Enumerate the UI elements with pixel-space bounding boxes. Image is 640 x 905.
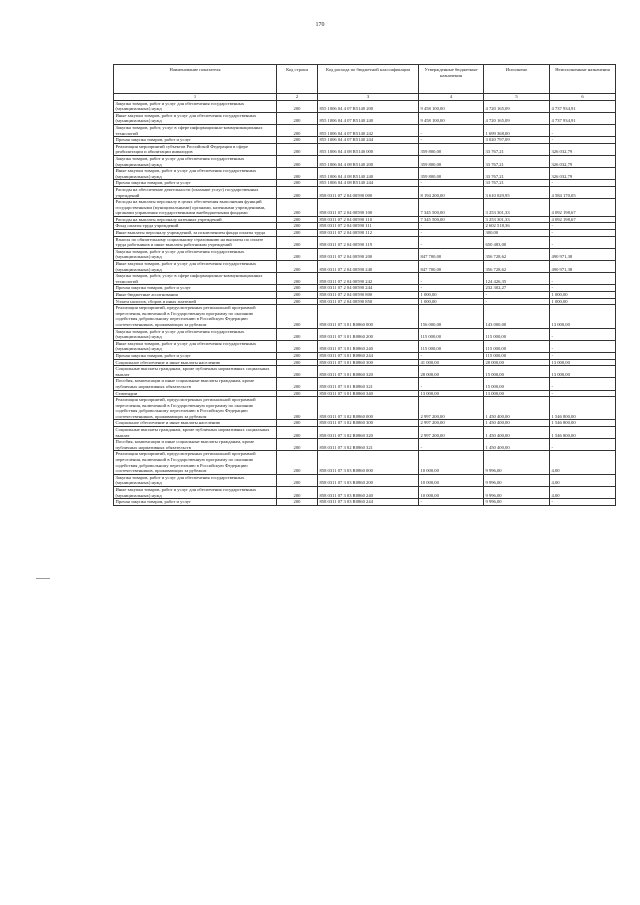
budget-class-code: 858 0311 07 2 04 00590 112: [318, 230, 419, 237]
indicator-name: Расходы на выплаты персоналу в целях обеспечения выполнения функций государственными (муниципальными) органами, казенными учреждениями, органами управления государственными внебюджетными фондами: [114, 199, 277, 217]
col-number: 1: [114, 94, 277, 101]
unexecuted-amount: -: [550, 230, 616, 237]
indicator-name: Иные бюджетные ассигнования: [114, 292, 277, 299]
indicator-name: Закупка товаров, работ и услуг для обеспечения государственных (муниципальных) нужд: [114, 328, 277, 340]
budget-class-code: 858 0311 07 3 01 R0860 321: [318, 378, 419, 390]
approved-amount: 115 000,00: [419, 328, 484, 340]
executed-amount: 13 000,00: [484, 390, 550, 397]
line-code: 200: [277, 137, 318, 144]
approved-amount: 156 000,00: [419, 305, 484, 328]
indicator-name: Социальные выплаты гражданам, кроме публичных нормативных социальных выплат: [114, 427, 277, 439]
line-code: 200: [277, 285, 318, 292]
table-row: [114, 236, 616, 248]
executed-amount: 15 000,00: [484, 366, 550, 378]
executed-amount: -: [484, 292, 550, 299]
table-row: [114, 390, 616, 397]
line-code: 200: [277, 366, 318, 378]
unexecuted-amount: 4 737 934,91: [550, 112, 616, 124]
indicator-name: Реализация мероприятий, предусмотренных региональной программой переселения, включенной в Государственную программу по оказанию содействия добровольному переселению в Российскую Федерацию соотечественников, проживающих за рубежом: [114, 451, 277, 474]
line-code: 200: [277, 236, 318, 248]
budget-class-code: 858 0311 07 2 04 00590 119: [318, 236, 419, 248]
budget-class-code: 858 0311 07 3 02 R0860 321: [318, 439, 419, 451]
approved-amount: 847 700,00: [419, 248, 484, 260]
approved-amount: 847 700,00: [419, 261, 484, 273]
unexecuted-amount: -: [550, 180, 616, 187]
table-row: [114, 474, 616, 486]
line-code: 200: [277, 305, 318, 328]
table-row: [114, 100, 616, 112]
approved-amount: 13 000,00: [419, 390, 484, 397]
approved-amount: -: [419, 236, 484, 248]
table-row: [114, 199, 616, 217]
approved-amount: 7 345 500,00: [419, 199, 484, 217]
line-code: 200: [277, 180, 318, 187]
table-row: [114, 143, 616, 155]
indicator-name: Реализация мероприятий субъектов Российской Федерации в сфере реабилитации и абилитации инвалидов: [114, 143, 277, 155]
table-row: [114, 223, 616, 230]
executed-amount: 9 996,00: [484, 451, 550, 474]
line-code: 200: [277, 420, 318, 427]
indicator-name: Закупка товаров, работ и услуг для обеспечения государственных (муниципальных) нужд: [114, 474, 277, 486]
budget-class-code: 858 0311 07 3 01 R0860 244: [318, 352, 419, 359]
line-code: 200: [277, 186, 318, 198]
unexecuted-amount: 4,00: [550, 474, 616, 486]
executed-amount: 3 610 029,95: [484, 186, 550, 198]
line-code: 200: [277, 298, 318, 305]
table-row: [114, 451, 616, 474]
executed-amount: 143 000,00: [484, 305, 550, 328]
indicator-name: Фонд оплаты труда учреждений: [114, 223, 277, 230]
line-code: 200: [277, 230, 318, 237]
executed-amount: 356 728,62: [484, 248, 550, 260]
line-code: 200: [277, 273, 318, 285]
page-number: 170: [315, 22, 325, 28]
col-header: Код строки: [277, 65, 318, 94]
indicator-name: Прочая закупка товаров, работ и услуг: [114, 499, 277, 506]
indicator-name: Закупка товаров, работ, услуг в сфере информационно-коммуникационных технологий: [114, 124, 277, 136]
budget-class-code: 858 0311 07 2 04 00590 200: [318, 248, 419, 260]
budget-class-code: 858 0311 07 3 01 R0860 240: [318, 340, 419, 352]
unexecuted-amount: 326 032,79: [550, 143, 616, 155]
col-number: 5: [484, 94, 550, 101]
indicator-name: Закупка товаров, работ и услуг для обеспечения государственных (муниципальных) нужд: [114, 155, 277, 167]
table-row: [114, 261, 616, 273]
col-header: Наименование показателя: [114, 65, 277, 94]
approved-amount: -: [419, 223, 484, 230]
line-code: 200: [277, 155, 318, 167]
approved-amount: 2 997 200,00: [419, 427, 484, 439]
table-row: [114, 124, 616, 136]
indicator-name: Взносы по обязательному социальному страхованию на выплаты по оплате труда работников и иные выплаты работникам учреждений: [114, 236, 277, 248]
budget-class-code: 855 1006 04 4 07 R5140 200: [318, 100, 419, 112]
approved-amount: 7 345 500,00: [419, 216, 484, 223]
approved-amount: -: [419, 499, 484, 506]
indicator-name: Иные выплаты персоналу учреждений, за исключением фонда оплаты труда: [114, 230, 277, 237]
table-row: [114, 305, 616, 328]
indicator-name: Иные закупки товаров, работ и услуг для обеспечения государственных (муниципальных) нужд: [114, 168, 277, 180]
table-row: [114, 155, 616, 167]
col-header: Утвержденные бюджетные назначения: [419, 65, 484, 94]
indicator-name: Реализация мероприятий, предусмотренных региональной программой переселения, включенной в Государственную программу по оказанию содействия добровольному переселению в Российскую Федерацию соотечественников, проживающих за рубежом: [114, 397, 277, 420]
indicator-name: Иные закупки товаров, работ и услуг для обеспечения государственных (муниципальных) нужд: [114, 261, 277, 273]
col-header: Код расхода по бюджетной классификации: [318, 65, 419, 94]
approved-amount: -: [419, 273, 484, 285]
indicator-name: Прочая закупка товаров, работ и услуг: [114, 285, 277, 292]
approved-amount: 10 000,00: [419, 487, 484, 499]
line-code: 200: [277, 143, 318, 155]
unexecuted-amount: -: [550, 499, 616, 506]
table-row: [114, 180, 616, 187]
approved-amount: 359 800,00: [419, 168, 484, 180]
budget-class-code: 855 1006 04 4 08 R5140 240: [318, 168, 419, 180]
table-row: [114, 397, 616, 420]
line-code: 200: [277, 474, 318, 486]
unexecuted-amount: -: [550, 378, 616, 390]
line-code: 200: [277, 487, 318, 499]
budget-class-code: 858 0311 07 3 01 R0860 300: [318, 359, 419, 366]
line-code: 200: [277, 261, 318, 273]
unexecuted-amount: 1 000,00: [550, 298, 616, 305]
executed-amount: 1 450 400,00: [484, 397, 550, 420]
line-code: 200: [277, 292, 318, 299]
executed-amount: 650 483,00: [484, 236, 550, 248]
unexecuted-amount: 4,00: [550, 487, 616, 499]
line-code: 200: [277, 439, 318, 451]
unexecuted-amount: 326 032,79: [550, 155, 616, 167]
budget-class-code: 858 0311 07 2 04 00590 240: [318, 261, 419, 273]
table-row: [114, 292, 616, 299]
indicator-name: Пособия, компенсации и иные социальные выплаты гражданам, кроме публичных нормативных обязательств: [114, 439, 277, 451]
budget-class-code: 858 0311 07 2 04 00590 000: [318, 186, 419, 198]
budget-class-code: 858 0311 07 3 02 R0860 320: [318, 427, 419, 439]
line-code: 200: [277, 112, 318, 124]
col-header: Исполнено: [484, 65, 550, 94]
table-row: [114, 168, 616, 180]
line-code: 200: [277, 451, 318, 474]
indicator-name: Пособия, компенсации и иные социальные выплаты гражданам, кроме публичных нормативных обязательств: [114, 378, 277, 390]
budget-class-code: 858 0311 07 3 03 R0860 244: [318, 499, 419, 506]
table-row: [114, 248, 616, 260]
unexecuted-amount: 13 000,00: [550, 305, 616, 328]
budget-class-code: 858 0311 07 3 01 R0860 320: [318, 366, 419, 378]
approved-amount: -: [419, 285, 484, 292]
executed-amount: 1 450 400,00: [484, 420, 550, 427]
executed-amount: -: [484, 298, 550, 305]
col-number: 2: [277, 94, 318, 101]
col-number: 6: [550, 94, 616, 101]
unexecuted-amount: -: [550, 236, 616, 248]
budget-class-code: 858 0311 07 2 04 00590 850: [318, 298, 419, 305]
budget-class-code: 858 0311 07 3 03 R0860 240: [318, 487, 419, 499]
executed-amount: 9 996,00: [484, 474, 550, 486]
unexecuted-amount: 490 971,38: [550, 248, 616, 260]
table-row: [114, 487, 616, 499]
executed-amount: 1 699 368,00: [484, 124, 550, 136]
col-number: 4: [419, 94, 484, 101]
indicator-name: Закупка товаров, работ, услуг в сфере информационно-коммуникационных технологий: [114, 273, 277, 285]
header-row: [114, 65, 616, 94]
unexecuted-amount: 4,00: [550, 451, 616, 474]
unexecuted-amount: -: [550, 223, 616, 230]
unexecuted-amount: -: [550, 328, 616, 340]
approved-amount: 115 000,00: [419, 340, 484, 352]
table-row: [114, 216, 616, 223]
table-row: [114, 359, 616, 366]
indicator-name: Закупка товаров, работ и услуг для обеспечения государственных (муниципальных) нужд: [114, 100, 277, 112]
unexecuted-amount: -: [550, 340, 616, 352]
budget-class-code: 855 1006 04 4 08 R5140 000: [318, 143, 419, 155]
line-code: 200: [277, 168, 318, 180]
budget-class-code: 858 0311 07 3 03 R0860 000: [318, 451, 419, 474]
executed-amount: 33 767,21: [484, 155, 550, 167]
approved-amount: 8 194 200,00: [419, 186, 484, 198]
table-row: [114, 378, 616, 390]
approved-amount: -: [419, 352, 484, 359]
executed-amount: 1 450 400,00: [484, 439, 550, 451]
line-code: 200: [277, 352, 318, 359]
column-number-row: [114, 94, 616, 101]
executed-amount: 115 000,00: [484, 328, 550, 340]
table-row: [114, 186, 616, 198]
table-row: [114, 499, 616, 506]
table-row: [114, 137, 616, 144]
col-number: 3: [318, 94, 419, 101]
unexecuted-amount: 13 000,00: [550, 366, 616, 378]
approved-amount: -: [419, 124, 484, 136]
executed-amount: 33 767,21: [484, 143, 550, 155]
table-row: [114, 352, 616, 359]
table-row: [114, 439, 616, 451]
indicator-name: Иные закупки товаров, работ и услуг для обеспечения государственных (муниципальных) нужд: [114, 112, 277, 124]
unexecuted-amount: -: [550, 124, 616, 136]
col-header: Неисполненные назначения: [550, 65, 616, 94]
table-row: [114, 366, 616, 378]
budget-class-code: 855 1006 04 4 07 R5140 240: [318, 112, 419, 124]
unexecuted-amount: 4 092 198,67: [550, 216, 616, 223]
budget-class-code: 855 1006 04 4 08 R5140 244: [318, 180, 419, 187]
line-code: 200: [277, 427, 318, 439]
line-code: 200: [277, 340, 318, 352]
indicator-name: Прочая закупка товаров, работ и услуг: [114, 180, 277, 187]
indicator-name: Иные закупки товаров, работ и услуг для обеспечения государственных (муниципальных) нужд: [114, 340, 277, 352]
approved-amount: 2 997 200,00: [419, 397, 484, 420]
line-code: 200: [277, 199, 318, 217]
unexecuted-amount: -: [550, 273, 616, 285]
unexecuted-amount: 1 546 800,00: [550, 420, 616, 427]
table-row: [114, 230, 616, 237]
line-code: 200: [277, 248, 318, 260]
unexecuted-amount: 1 546 800,00: [550, 397, 616, 420]
unexecuted-amount: 4 092 198,67: [550, 199, 616, 217]
line-code: 200: [277, 499, 318, 506]
unexecuted-amount: 1 546 800,00: [550, 427, 616, 439]
budget-class-code: 858 0311 07 3 01 R0860 340: [318, 390, 419, 397]
unexecuted-amount: -: [550, 390, 616, 397]
table-row: [114, 427, 616, 439]
line-code: 200: [277, 359, 318, 366]
indicator-name: Иные закупки товаров, работ и услуг для обеспечения государственных (муниципальных) нужд: [114, 487, 277, 499]
executed-amount: 356 728,62: [484, 261, 550, 273]
indicator-name: Социальное обеспечение и иные выплаты населению: [114, 420, 277, 427]
line-code: 200: [277, 100, 318, 112]
unexecuted-amount: 490 971,38: [550, 261, 616, 273]
executed-amount: 4 720 165,09: [484, 112, 550, 124]
indicator-name: Расходы на выплаты персоналу казенных учреждений: [114, 216, 277, 223]
approved-amount: -: [419, 137, 484, 144]
budget-class-code: 855 1006 04 4 07 R5140 242: [318, 124, 419, 136]
approved-amount: 41 000,00: [419, 359, 484, 366]
table-row: [114, 273, 616, 285]
budget-class-code: 858 0311 07 2 04 00590 244: [318, 285, 419, 292]
indicator-name: Расходы на обеспечение деятельности (оказание услуг) государственных учреждений: [114, 186, 277, 198]
budget-class-code: 858 0311 07 3 01 R0860 000: [318, 305, 419, 328]
executed-amount: 33 767,21: [484, 180, 550, 187]
budget-class-code: 858 0311 07 2 04 00590 110: [318, 216, 419, 223]
budget-class-code: 858 0311 07 2 04 00590 100: [318, 199, 419, 217]
executed-amount: 3 253 301,33: [484, 216, 550, 223]
approved-amount: 1 000,00: [419, 292, 484, 299]
line-code: 200: [277, 378, 318, 390]
approved-amount: 9 458 100,00: [419, 100, 484, 112]
approved-amount: -: [419, 230, 484, 237]
budget-class-code: 858 0311 07 2 04 00590 111: [318, 223, 419, 230]
approved-amount: -: [419, 378, 484, 390]
unexecuted-amount: -: [550, 352, 616, 359]
unexecuted-amount: -: [550, 439, 616, 451]
indicator-name: Социальное обеспечение и иные выплаты населению: [114, 359, 277, 366]
line-code: 200: [277, 397, 318, 420]
budget-class-code: 858 0311 07 2 04 00590 242: [318, 273, 419, 285]
executed-amount: 232 302,27: [484, 285, 550, 292]
unexecuted-amount: 4 584 170,05: [550, 186, 616, 198]
approved-amount: 359 800,00: [419, 143, 484, 155]
approved-amount: 9 458 100,00: [419, 112, 484, 124]
line-code: 200: [277, 124, 318, 136]
indicator-name: Уплата налогов, сборов и иных платежей: [114, 298, 277, 305]
indicator-name: Закупка товаров, работ и услуг для обеспечения государственных (муниципальных) нужд: [114, 248, 277, 260]
indicator-name: Социальные выплаты гражданам, кроме публичных нормативных социальных выплат: [114, 366, 277, 378]
executed-amount: 115 000,00: [484, 352, 550, 359]
table-row: [114, 112, 616, 124]
budget-class-code: 858 0311 07 3 01 R0860 200: [318, 328, 419, 340]
budget-table: [113, 64, 616, 506]
approved-amount: -: [419, 439, 484, 451]
indicator-name: Стипендии: [114, 390, 277, 397]
table-row: [114, 285, 616, 292]
table-row: [114, 298, 616, 305]
unexecuted-amount: -: [550, 137, 616, 144]
budget-class-code: 858 0311 07 3 02 R0860 000: [318, 397, 419, 420]
approved-amount: 10 000,00: [419, 451, 484, 474]
line-code: 200: [277, 328, 318, 340]
executed-amount: 15 000,00: [484, 378, 550, 390]
table-row: [114, 340, 616, 352]
indicator-name: Реализация мероприятий, предусмотренных региональной программой переселения, включенной в Государственную программу по оказанию содействия добровольному переселению в Российскую Федерацию соотечественников, проживающих за рубежом: [114, 305, 277, 328]
approved-amount: -: [419, 180, 484, 187]
unexecuted-amount: 13 000,00: [550, 359, 616, 366]
approved-amount: 2 997 200,00: [419, 420, 484, 427]
line-code: 200: [277, 223, 318, 230]
executed-amount: 3 020 797,09: [484, 137, 550, 144]
budget-class-code: 858 0311 07 2 04 00590 800: [318, 292, 419, 299]
unexecuted-amount: 326 032,79: [550, 168, 616, 180]
line-code: 200: [277, 216, 318, 223]
executed-amount: 3 253 301,33: [484, 199, 550, 217]
executed-amount: 124 426,35: [484, 273, 550, 285]
approved-amount: 28 000,00: [419, 366, 484, 378]
executed-amount: 9 996,00: [484, 499, 550, 506]
unexecuted-amount: -: [550, 285, 616, 292]
unexecuted-amount: 4 737 934,91: [550, 100, 616, 112]
executed-amount: 2 602 518,36: [484, 223, 550, 230]
approved-amount: 1 000,00: [419, 298, 484, 305]
approved-amount: 10 000,00: [419, 474, 484, 486]
table-row: [114, 420, 616, 427]
executed-amount: 9 996,00: [484, 487, 550, 499]
executed-amount: 28 000,00: [484, 359, 550, 366]
line-code: 200: [277, 390, 318, 397]
indicator-name: Прочая закупка товаров, работ и услуг: [114, 137, 277, 144]
budget-class-code: 858 0311 07 3 02 R0860 300: [318, 420, 419, 427]
margin-mark: [36, 578, 50, 579]
budget-class-code: 855 1006 04 4 08 R5140 200: [318, 155, 419, 167]
executed-amount: 1 450 400,00: [484, 427, 550, 439]
executed-amount: 300,00: [484, 230, 550, 237]
table-row: [114, 328, 616, 340]
executed-amount: 4 720 165,09: [484, 100, 550, 112]
executed-amount: 33 767,21: [484, 168, 550, 180]
budget-class-code: 855 1006 04 4 07 R5140 244: [318, 137, 419, 144]
indicator-name: Прочая закупка товаров, работ и услуг: [114, 352, 277, 359]
approved-amount: 359 800,00: [419, 155, 484, 167]
unexecuted-amount: 1 000,00: [550, 292, 616, 299]
executed-amount: 115 000,00: [484, 340, 550, 352]
budget-class-code: 858 0311 07 3 03 R0860 200: [318, 474, 419, 486]
